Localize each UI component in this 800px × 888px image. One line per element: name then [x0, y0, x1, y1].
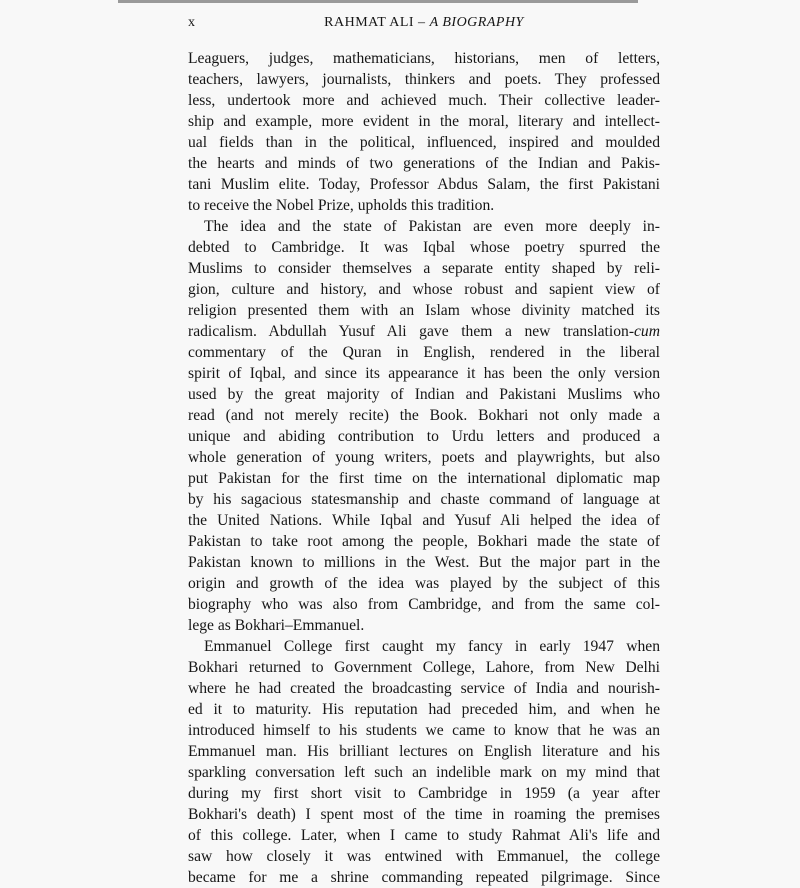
text-segment: radicalism. Abdullah Yusuf Ali gave them a new translation-: [188, 323, 635, 340]
text-line: debted to Cambridge. It was Iqbal whose poetry spurred the: [188, 239, 660, 256]
text-line: unique and abiding contribution to Urdu letters and produced a: [188, 428, 660, 445]
page-number: x: [188, 15, 195, 30]
paragraph-1: [188, 48, 660, 216]
text-line: less, undertook more and achieved much. Their collective leader-: [188, 92, 660, 109]
text-line: put Pakistan for the first time on the international diplomatic map: [188, 470, 660, 487]
text-line: by his sagacious statesmanship and chaste command of language at: [188, 491, 660, 508]
text-line: read (and not merely recite) the Book. Bokhari not only made a: [188, 407, 660, 424]
text-line: became for me a shrine commanding repeated pilgrimage. Since: [188, 869, 660, 886]
text-line: during my first short visit to Cambridge in 1959 (a year after: [188, 785, 660, 802]
text-line: used by the great majority of Indian and Pakistani Muslims who: [188, 386, 660, 403]
text-line: ual fields than in the political, influenced, inspired and moulded: [188, 134, 660, 151]
text-line-with-italic: [188, 321, 660, 342]
text-line: to receive the Nobel Prize, upholds this tradition.: [188, 197, 495, 214]
text-line: commentary of the Quran in English, rendered in the liberal: [188, 344, 660, 361]
paragraph-3: [188, 636, 660, 888]
text-line: ship and example, more evident in the moral, literary and intellect-: [188, 113, 660, 130]
running-head-title: A BIOGRAPHY: [429, 15, 524, 30]
text-line: Pakistan known to millions in the West. But the major part in the: [188, 554, 660, 571]
text-line: spirit of Iqbal, and since its appearance it has been the only version: [188, 365, 660, 382]
text-line: the hearts and minds of two generations of the Indian and Pakis-: [188, 155, 660, 172]
text-line: Pakistan to take root among the people, Bokhari made the state of: [188, 533, 660, 550]
running-head: [188, 15, 660, 31]
text-line: Bokhari's death) I spent most of the time in roaming the premises: [188, 806, 660, 823]
text-line: where he had created the broadcasting service of India and nourish-: [188, 680, 660, 697]
text-line: whole generation of young writers, poets and playwrights, but also: [188, 449, 660, 466]
text-line: saw how closely it was entwined with Emmanuel, the college: [188, 848, 660, 865]
body-text: [188, 48, 660, 888]
text-line: Emmanuel College first caught my fancy in early 1947 when: [204, 638, 660, 655]
text-line: gion, culture and history, and whose robust and sapient view of: [188, 281, 660, 298]
text-line: of this college. Later, when I came to study Rahmat Ali's life and: [188, 827, 660, 844]
text-line: sparkling conversation left such an indelible mark on my mind that: [188, 764, 660, 781]
text-line: teachers, lawyers, journalists, thinkers and poets. They professed: [188, 71, 660, 88]
text-line: Emmanuel man. His brilliant lectures on English literature and his: [188, 743, 660, 760]
text-line: Bokhari returned to Government College, Lahore, from New Delhi: [188, 659, 660, 676]
text-line: biography who was also from Cambridge, and from the same col-: [188, 596, 660, 613]
page-header: [188, 10, 660, 36]
text-line: the United Nations. While Iqbal and Yusuf Ali helped the idea of: [188, 512, 660, 529]
text-line: origin and growth of the idea was played by the subject of this: [188, 575, 660, 592]
text-line: Muslims to consider themselves a separate entity shaped by reli-: [188, 260, 660, 277]
text-line: religion presented them with an Islam whose divinity matched its: [188, 302, 660, 319]
text-line: Leaguers, judges, mathematicians, historians, men of letters,: [188, 50, 660, 67]
italic-word: cum: [634, 323, 660, 340]
text-line: lege as Bokhari–Emmanuel.: [188, 617, 365, 634]
text-line: introduced himself to his students we came to know that he was an: [188, 722, 660, 739]
text-line: The idea and the state of Pakistan are even more deeply in-: [204, 218, 660, 235]
paragraph-2: [188, 216, 660, 636]
running-head-author: RAHMAT ALI –: [324, 15, 426, 30]
text-line: ed it to maturity. His reputation had preceded him, and when he: [188, 701, 660, 718]
text-line: tani Muslim elite. Today, Professor Abdus Salam, the first Pakistani: [188, 176, 660, 193]
top-edge-rule: [118, 0, 638, 3]
